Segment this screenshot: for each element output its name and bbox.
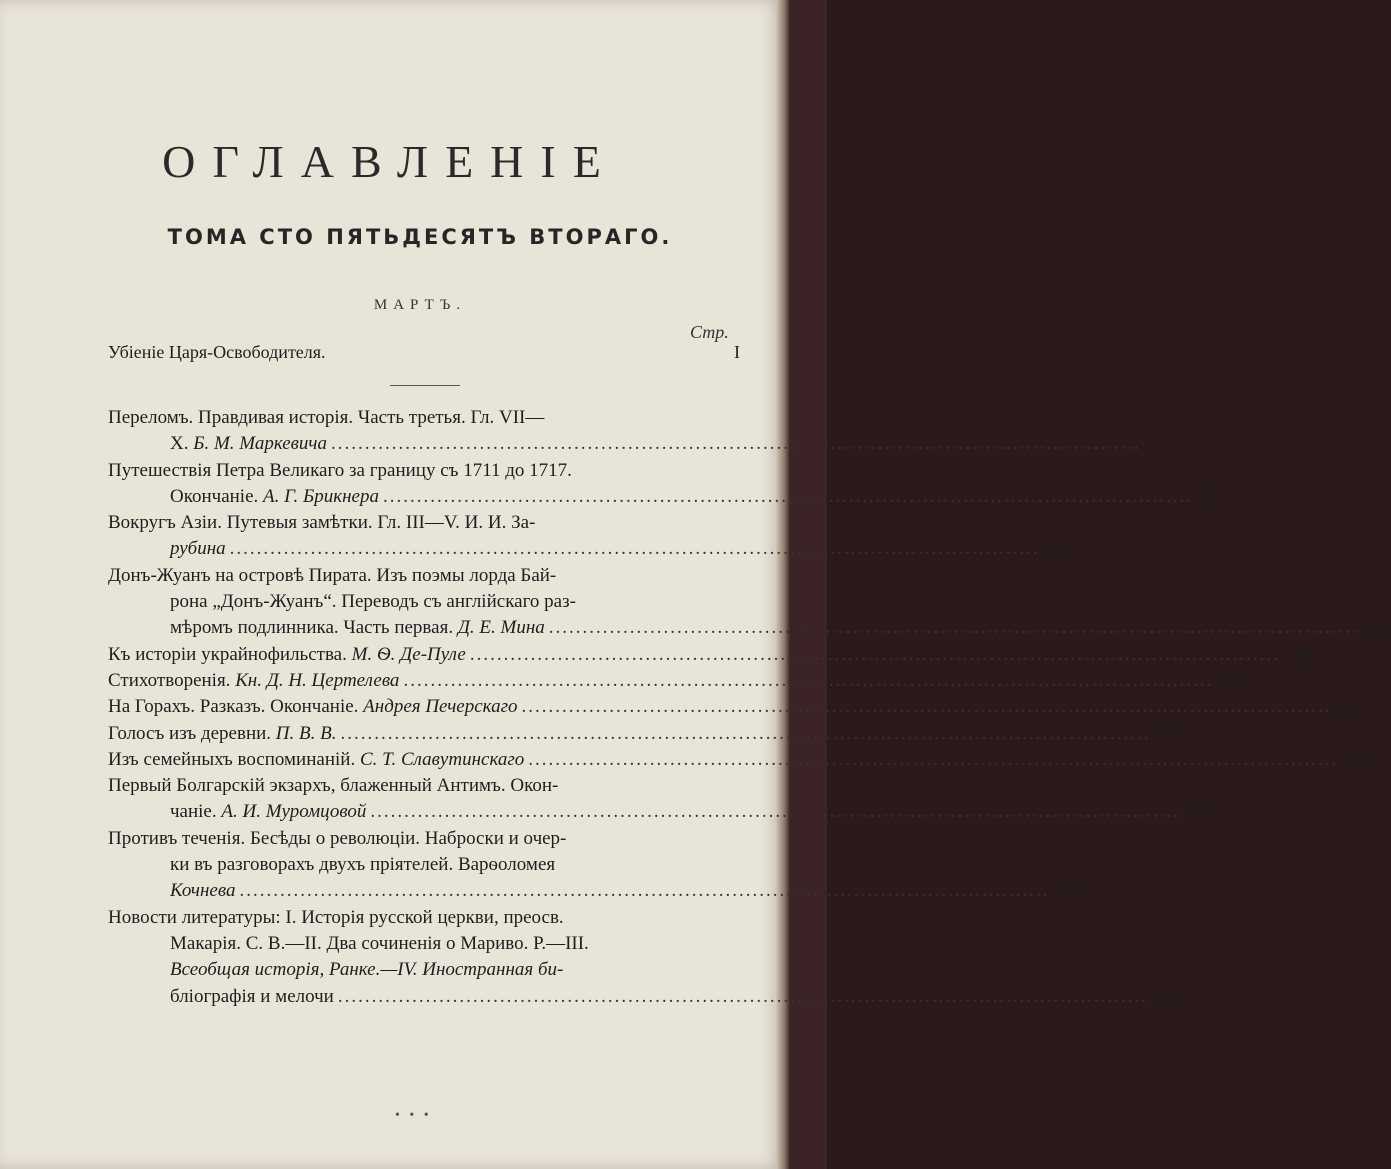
toc-entry <box>108 668 1246 694</box>
dot-leader: ........................................................................................................................ <box>382 485 1193 507</box>
dot-leader: ........................................................................................................................ <box>521 696 1332 718</box>
toc-entry-author: А. Г. Брикнера <box>263 485 379 507</box>
toc-entry-text <box>170 484 379 510</box>
toc-entry-line: Новости литературы: I. Исторія русской церкви, преосв. <box>108 906 564 928</box>
toc-entry <box>108 405 1155 458</box>
dot-leader: ........................................................................................................................ <box>239 880 1050 902</box>
toc-entry-last-line <box>108 536 1073 562</box>
toc-entry <box>108 642 1313 668</box>
toc-entry-line: Противъ теченія. Бесѣды о революціи. Наброски и очер- <box>108 827 567 849</box>
dot-leader: ........................................................................................................................ <box>229 538 1040 560</box>
toc-entry-line: Путешествія Петра Великаго за границу съ 1711 до 1717. <box>108 459 572 481</box>
toc-entry-text <box>170 984 334 1010</box>
dot-leader: ........................................................................................................................ <box>403 669 1214 691</box>
top-entry-page: I <box>734 342 740 362</box>
dot-leader: ........................................................................................................................ <box>528 748 1339 770</box>
toc-entry-title: На Горахъ. Разказъ. Окончаніе. <box>108 696 364 718</box>
toc-entry-author: М. Ѳ. Де-Пуле <box>351 643 466 665</box>
toc-entry-page: 235 <box>1217 669 1246 691</box>
toc-entry-line: рона „Донъ-Жуанъ“. Переводъ съ англійскаго раз- <box>170 591 576 613</box>
month-heading: МАРТЪ. <box>373 297 467 313</box>
toc-entry-page: 321 <box>1184 801 1213 823</box>
dot-leader: ........................................................................................................................ <box>548 617 1359 639</box>
toc-entry <box>108 510 1073 563</box>
toc-entry-page: 5 <box>1145 433 1155 455</box>
toc-entry-last-line <box>108 878 1082 904</box>
toc-entry-author: рубина <box>170 538 226 560</box>
toc-entry-author: А. И. Муромцовой <box>221 801 367 823</box>
toc-entry-line: Всеобщая исторія, Ранке.—IV. Иностранная би- <box>170 959 564 981</box>
toc-entry <box>108 721 1183 747</box>
toc-entry-title: чаніе. <box>170 801 222 823</box>
volume-subtitle: ТОМА СТО ПЯТЬДЕСЯТЪ ВТОРАГО. <box>167 225 673 249</box>
toc-entry-author: Д. Е. Мина <box>457 617 545 639</box>
dot-leader: ........................................................................................................................ <box>469 643 1280 665</box>
toc-entry-text <box>170 431 327 457</box>
toc-entry-author: П. В. В. <box>275 722 337 744</box>
toc-entry-title: Къ исторіи украйнофильства. <box>108 643 352 665</box>
toc-entry-last-line <box>108 694 1364 720</box>
toc-entry-page: 210 <box>1283 643 1313 665</box>
toc-entry-page: 53 <box>1196 485 1216 507</box>
toc-entry <box>108 826 1082 905</box>
toc-entry <box>108 458 1216 511</box>
footer-marks: • • • <box>395 1108 432 1123</box>
page-column-label: Стр. <box>690 322 729 342</box>
toc-entry-title: Х. <box>170 433 194 455</box>
toc-entry-last-line <box>108 721 1183 747</box>
toc-entry-line: Первый Болгарскій экзархъ, блаженный Антимъ. Окон- <box>108 775 559 797</box>
toc-entry-title: Изъ семейныхъ воспоминаній. <box>108 748 360 770</box>
toc-entry-last-line <box>108 484 1216 510</box>
toc-entry-last-line <box>108 984 1181 1010</box>
toc-entry-author: С. Т. Славутинскаго <box>359 748 525 770</box>
toc-entry-title: Окончаніе. <box>170 485 264 507</box>
toc-entry-line: ки въ разговорахъ двухъ пріятелей. Варѳоломея <box>170 854 556 876</box>
toc-entry-page: 154 <box>1362 617 1391 639</box>
toc-entry-title: мѣромъ подлинника. Часть первая. <box>170 617 458 639</box>
toc-entry-text <box>170 615 545 641</box>
toc-entry-author: Кочнева <box>170 880 236 902</box>
top-entry-title: Убіеніе Царя-Освободителя. <box>108 342 326 362</box>
toc-entry-page: 258 <box>1154 722 1183 744</box>
toc-entry-line: Донъ-Жуанъ на островѣ Пирата. Изъ поэмы лорда Бай- <box>108 564 557 586</box>
toc-entry-page: 236 <box>1335 696 1364 718</box>
toc-entry <box>108 747 1371 773</box>
toc-entry <box>108 905 1181 1010</box>
toc-top-entry <box>108 342 740 363</box>
toc-entry-last-line <box>108 431 1155 457</box>
toc-entry-line: Макарія. С. В.—II. Два сочиненія о Мариво. Р.—III. <box>170 932 589 954</box>
toc-entry-title: бліографія и мелочи <box>170 985 334 1007</box>
toc-entry-author: Андрея Печерскаго <box>363 696 518 718</box>
toc-entry-author: Кн. Д. Н. Цертелева <box>235 669 400 691</box>
toc-entry-page: 102 <box>1043 538 1073 560</box>
table-of-contents <box>108 405 1391 1010</box>
toc-entry-author: Б. М. Маркевича <box>193 433 327 455</box>
toc-entry-text <box>108 721 336 747</box>
toc-entry-text <box>170 799 366 825</box>
toc-entry <box>108 563 1391 642</box>
dot-leader: ........................................................................................................................ <box>331 433 1141 455</box>
toc-entry-line: Переломъ. Правдивая исторія. Часть третья. Гл. VII— <box>108 407 545 428</box>
toc-entry-text <box>108 642 466 668</box>
toc-entry-text <box>108 694 518 720</box>
toc-entry-text <box>108 747 524 773</box>
toc-entry-last-line <box>108 799 1213 825</box>
toc-entry-last-line <box>108 642 1313 668</box>
dot-leader: ........................................................................................................................ <box>370 801 1181 823</box>
toc-entry-title: Голосъ изъ деревни. <box>108 722 276 744</box>
toc-entry-text <box>170 536 226 562</box>
toc-entry-page: 277 <box>1342 748 1371 770</box>
toc-entry-last-line <box>108 668 1246 694</box>
toc-entry <box>108 773 1213 826</box>
toc-entry-text <box>170 878 235 904</box>
toc-entry-title: Стихотворенія. <box>108 669 236 691</box>
toc-entry-page: 424 <box>1151 985 1181 1007</box>
toc-entry-last-line <box>108 747 1371 773</box>
section-divider <box>390 385 460 386</box>
toc-entry-page: 363 <box>1053 880 1082 902</box>
dot-leader: ........................................................................................................................ <box>340 722 1151 744</box>
toc-entry-last-line <box>108 615 1391 641</box>
toc-entry <box>108 694 1364 720</box>
dot-leader: ........................................................................................................................ <box>337 985 1148 1007</box>
toc-entry-text <box>108 668 399 694</box>
toc-entry-line: Вокругъ Азіи. Путевыя замѣтки. Гл. III—V. И. И. За- <box>108 512 536 534</box>
page-title: ОГЛАВЛЕНІЕ <box>162 136 618 187</box>
